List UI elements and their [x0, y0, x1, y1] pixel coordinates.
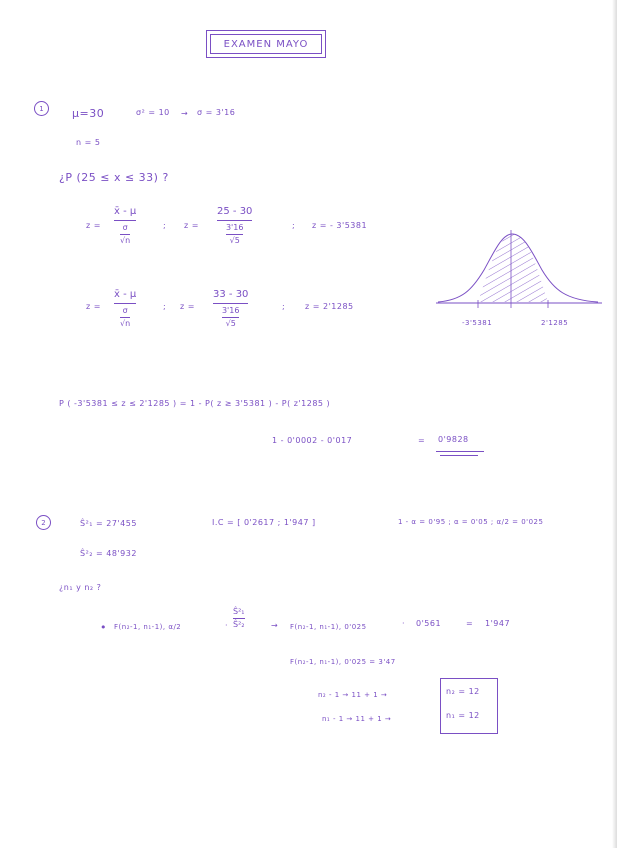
fraction-bar — [120, 234, 130, 235]
final-answer: 0'9828 — [438, 435, 469, 444]
title-box — [206, 30, 326, 58]
z1-formula-denominator — [120, 224, 130, 245]
variance-ratio-fraction — [233, 608, 245, 629]
fraction-bar — [114, 303, 136, 304]
equals-sign: = — [466, 619, 474, 628]
sqrt-n: √n — [120, 236, 131, 245]
fraction-bar — [114, 220, 136, 221]
probability-expression: P ( -3'5381 ≤ z ≤ 2'1285 ) = 1 - P( z ≥ 3'5381 ) - P( z'1285 ) — [59, 399, 331, 408]
fraction-bar — [222, 317, 239, 318]
sigma-value-small: 3'16 — [221, 306, 240, 315]
sqrt-n: √n — [120, 319, 131, 328]
z2-formula-denominator — [120, 307, 130, 328]
sigma-symbol: σ — [122, 223, 128, 232]
z1-formula-numerator: x̄ - μ — [114, 206, 137, 217]
s2-squared: Ŝ²₂ = 48'932 — [80, 549, 137, 558]
sigma-symbol: σ — [122, 306, 128, 315]
f-expression-numeric: F(n₂-1, n₁-1), 0'025 — [290, 623, 367, 631]
z1-lhs2: z = — [184, 221, 199, 230]
mu-value: μ=30 — [72, 107, 105, 120]
z2-formula-fraction — [114, 290, 136, 328]
f-critical-value: F(n₂-1, n₁-1), 0'025 = 3'47 — [290, 658, 396, 666]
n1-answer: n₁ = 12 — [446, 711, 480, 720]
z1-lhs: z = — [86, 221, 101, 230]
variance-ratio-numerator: Ŝ²₁ — [233, 607, 245, 616]
normal-curve-sketch — [432, 226, 604, 322]
separator: ; — [292, 221, 296, 230]
page-edge-shadow — [612, 0, 617, 848]
z1-formula-fraction — [114, 207, 136, 245]
problem-1-number: 1 — [34, 101, 49, 116]
sample-size: n = 5 — [76, 138, 101, 147]
sqrt-5: √5 — [225, 319, 236, 328]
fraction-bar — [233, 618, 245, 619]
problem-2-number: 2 — [36, 515, 51, 530]
variance-ratio-denominator: Ŝ²₂ — [233, 620, 245, 629]
separator: ; — [163, 302, 167, 311]
equals-sign: = — [418, 436, 426, 445]
z2-value-fraction — [213, 290, 248, 328]
z2-value-denominator — [222, 307, 239, 328]
z2-lhs: z = — [86, 302, 101, 311]
page-title: EXAMEN MAYO — [210, 34, 322, 54]
fraction-bar — [120, 317, 130, 318]
probability-question: ¿P (25 ≤ x ≤ 33) ? — [59, 171, 169, 184]
f-expression: F(n₂-1, n₁-1), α/2 — [114, 623, 182, 631]
upper-limit-value: 1'947 — [485, 619, 511, 628]
variance-value: σ² = 10 — [136, 108, 170, 117]
implies-arrow: → — [181, 109, 189, 118]
fraction-bar — [217, 220, 252, 221]
bullet: • — [100, 621, 107, 634]
z1-value-numerator: 25 - 30 — [217, 206, 253, 217]
n1-derivation: n₁ - 1 → 11 + 1 → — [322, 715, 392, 723]
z2-result: z = 2'1285 — [305, 302, 354, 311]
variance-ratio-value: 0'561 — [416, 619, 442, 628]
probability-calculation: 1 - 0'0002 - 0'017 — [272, 436, 353, 445]
confidence-interval: I.C = [ 0'2617 ; 1'947 ] — [212, 518, 316, 527]
z1-value-denominator — [226, 224, 243, 245]
s1-squared: Ŝ²₁ = 27'455 — [80, 519, 137, 528]
graph-label-upper: 2'1285 — [541, 319, 569, 327]
z2-formula-numerator: x̄ - μ — [114, 289, 137, 300]
shaded-area — [478, 234, 548, 302]
answer-underline — [440, 455, 478, 456]
sigma-value: σ = 3'16 — [197, 108, 236, 117]
sigma-value-small: 3'16 — [225, 223, 244, 232]
n2-derivation: n₂ - 1 → 11 + 1 → — [318, 691, 388, 699]
alpha-values: 1 - α = 0'95 ; α = 0'05 ; α/2 = 0'025 — [398, 518, 544, 526]
z2-lhs2: z = — [180, 302, 195, 311]
separator: ; — [282, 302, 286, 311]
implies-arrow: → — [271, 621, 279, 630]
multiply-dot: · — [402, 619, 406, 628]
answer-underline — [436, 451, 484, 452]
graph-label-lower: -3'5381 — [462, 319, 493, 327]
z1-value-fraction — [217, 207, 252, 245]
sqrt-5: √5 — [229, 236, 240, 245]
fraction-bar — [213, 303, 248, 304]
z1-result: z = - 3'5381 — [312, 221, 368, 230]
sample-size-question: ¿n₁ y n₂ ? — [59, 583, 102, 592]
multiply-dot: · — [225, 621, 229, 630]
fraction-bar — [226, 234, 243, 235]
n2-answer: n₂ = 12 — [446, 687, 480, 696]
separator: ; — [163, 221, 167, 230]
z2-value-numerator: 33 - 30 — [213, 289, 249, 300]
